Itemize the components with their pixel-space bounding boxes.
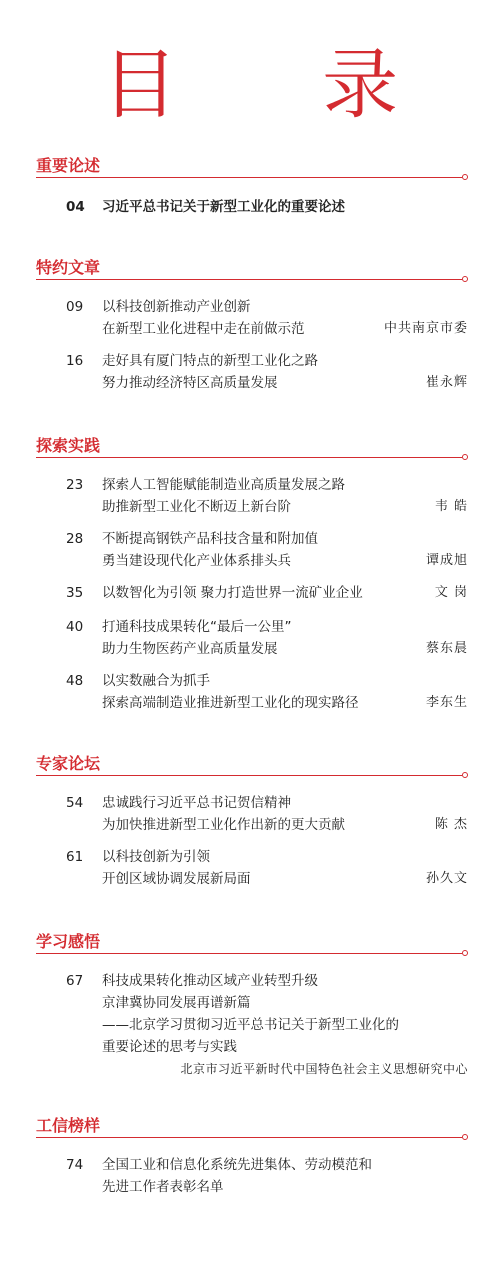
entry-author: 谭成旭 xyxy=(425,553,468,568)
section-special-articles xyxy=(36,258,468,391)
entry-title-line: 京津冀协同发展再谱新篇 xyxy=(102,995,251,1011)
section-divider xyxy=(36,177,462,178)
entry-title-line: 开创区域协调发展新局面 xyxy=(102,871,251,887)
section-header xyxy=(36,932,468,954)
section-important-discourse xyxy=(36,156,468,215)
entry-author: 文 岗 xyxy=(434,585,468,600)
entry-title-line: 以科技创新推动产业创新 xyxy=(102,299,251,315)
section-expert-forum xyxy=(36,754,468,887)
entry-title-line: 不断提高钢铁产品科技含量和附加值 xyxy=(102,531,318,547)
entry-title-line: 重要论述的思考与实践 xyxy=(102,1039,237,1055)
entry-title-line: 以数智化为引领 聚力打造世界一流矿业企业 xyxy=(102,585,363,601)
entry-title-line: 探索人工智能赋能制造业高质量发展之路 xyxy=(102,477,345,493)
page-number: 61 xyxy=(66,849,84,865)
entry-title-line: 为加快推进新型工业化作出新的更大贡献 xyxy=(102,817,345,833)
divider-dot-icon xyxy=(462,1134,468,1140)
page-number: 09 xyxy=(66,299,84,315)
divider-dot-icon xyxy=(462,950,468,956)
section-divider xyxy=(36,775,462,776)
entry-author: 孙久文 xyxy=(425,871,468,886)
divider-dot-icon xyxy=(462,772,468,778)
section-divider xyxy=(36,457,462,458)
section-header xyxy=(36,436,468,458)
entry-title-line: 科技成果转化推动区域产业转型升级 xyxy=(102,973,318,989)
section-header xyxy=(36,156,468,178)
section-title: 特约文章 xyxy=(36,258,101,277)
entry-author: 韦 皓 xyxy=(434,499,468,514)
page-number: 23 xyxy=(66,477,84,493)
entry-author: 蔡东晨 xyxy=(425,641,468,656)
page-number: 35 xyxy=(66,585,84,601)
page-number: 16 xyxy=(66,353,84,369)
page-number: 40 xyxy=(66,619,84,635)
divider-dot-icon xyxy=(462,276,468,282)
entry-title-line: 在新型工业化进程中走在前做示范 xyxy=(102,321,305,337)
page-number: 54 xyxy=(66,795,84,811)
page-number: 04 xyxy=(66,199,85,215)
entry-author: 北京市习近平新时代中国特色社会主义思想研究中心 xyxy=(180,1062,468,1076)
page-number: 48 xyxy=(66,673,84,689)
section-title: 探索实践 xyxy=(36,436,101,455)
entry-title-line: 全国工业和信息化系统先进集体、劳动模范和 xyxy=(102,1157,372,1173)
section-role-models xyxy=(36,1116,468,1195)
entry-title-line: 走好具有厦门特点的新型工业化之路 xyxy=(102,353,318,369)
entry-title-line: 助推新型工业化不断迈上新台阶 xyxy=(102,499,291,515)
section-divider xyxy=(36,279,462,280)
entry-title-line: 努力推动经济特区高质量发展 xyxy=(102,375,278,391)
entry-title-line: 勇当建设现代化产业体系排头兵 xyxy=(102,553,291,569)
entry-title-line: 打通科技成果转化“最后一公里” xyxy=(102,619,292,635)
section-divider xyxy=(36,1137,462,1138)
section-divider xyxy=(36,953,462,954)
page-number: 28 xyxy=(66,531,84,547)
divider-dot-icon xyxy=(462,174,468,180)
section-study-reflections xyxy=(36,932,468,1076)
entry-title-line: 探索高端制造业推进新型工业化的现实路径 xyxy=(102,695,359,711)
entry-title-line: 以科技创新为引领 xyxy=(102,849,210,865)
entry-title-line: 助力生物医药产业高质量发展 xyxy=(102,641,278,657)
page-title: 目 录 xyxy=(101,40,459,129)
page-number: 74 xyxy=(66,1157,84,1173)
divider-dot-icon xyxy=(462,454,468,460)
entry-title-line: ——北京学习贯彻习近平总书记关于新型工业化的 xyxy=(102,1017,399,1033)
section-exploration-practice xyxy=(36,436,468,711)
section-header xyxy=(36,754,468,776)
entry-title-line: 先进工作者表彰名单 xyxy=(102,1179,224,1195)
section-title: 学习感悟 xyxy=(36,932,101,951)
entry-title-line: 习近平总书记关于新型工业化的重要论述 xyxy=(102,199,345,215)
entry-author: 崔永辉 xyxy=(425,375,468,390)
entry-author: 陈 杰 xyxy=(434,817,468,832)
section-header xyxy=(36,1116,468,1138)
entry-title-line: 忠诚践行习近平总书记贺信精神 xyxy=(102,795,291,811)
entry-title-line: 以实数融合为抓手 xyxy=(102,673,210,689)
entry-author: 李东生 xyxy=(425,695,468,710)
entry-author: 中共南京市委 xyxy=(383,321,468,336)
page-number: 67 xyxy=(66,973,84,989)
section-title: 工信榜样 xyxy=(36,1116,101,1135)
section-header xyxy=(36,258,468,280)
section-title: 重要论述 xyxy=(36,156,101,175)
section-title: 专家论坛 xyxy=(36,754,101,773)
